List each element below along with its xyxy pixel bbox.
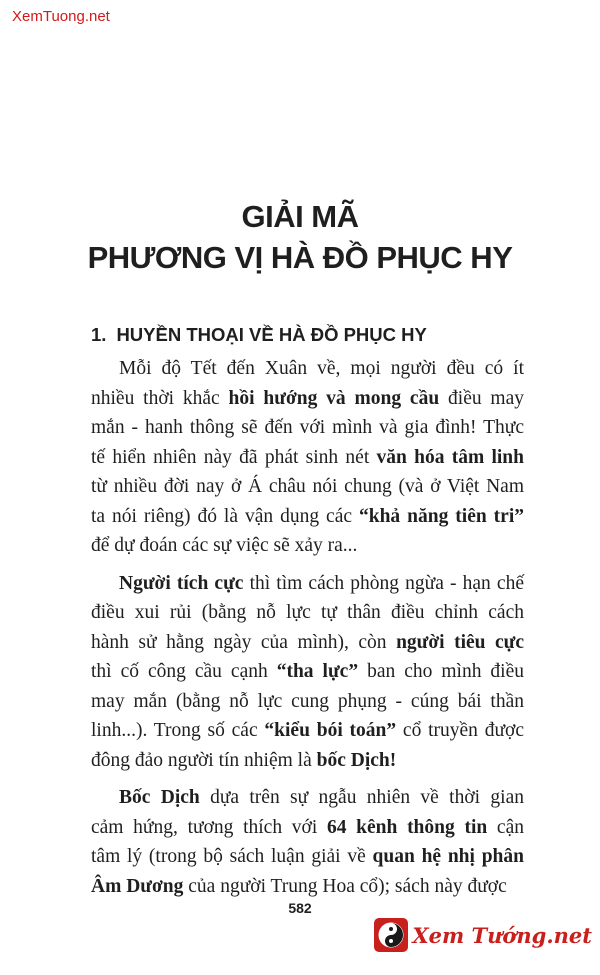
text-run: điều may bbox=[439, 387, 525, 409]
bold-text: người tiêu cực bbox=[396, 631, 525, 653]
text-run: ban cho mình điều bbox=[358, 661, 525, 682]
text-run: tâm lý (trong bộ sách luận giải về bbox=[91, 846, 373, 867]
text-run: từ nhiều đời nay ở Á châu nói chung (và ở Việt Nam bbox=[91, 476, 524, 497]
bold-text: văn hóa tâm linh bbox=[376, 446, 524, 468]
bold-text: hồi hướng và mong cầu bbox=[228, 387, 440, 409]
bold-text: quan hệ nhị phân bbox=[372, 846, 524, 867]
section-number: 1. bbox=[91, 324, 107, 345]
text-line bbox=[91, 716, 524, 746]
text-line bbox=[91, 813, 524, 843]
bold-text: “kiểu bói toán” bbox=[264, 720, 397, 741]
text-run: cảm hứng, tương thích với bbox=[91, 816, 327, 838]
text-run: linh...). Trong số các bbox=[91, 720, 265, 741]
text-run: mắn - hanh thông sẽ đến với mình và gia đình! Thực bbox=[91, 417, 524, 438]
text-line bbox=[91, 657, 524, 687]
text-line bbox=[91, 783, 524, 813]
text-line bbox=[91, 569, 524, 599]
body-text bbox=[91, 354, 524, 909]
text-run: của người Trung Hoa cổ); sách này được bbox=[183, 875, 507, 897]
text-run: đông đảo người tín nhiệm là bbox=[91, 749, 317, 771]
text-run: thì tìm cách phòng ngừa - hạn chế bbox=[243, 572, 524, 594]
text-run: nhiều thời khắc bbox=[91, 387, 229, 409]
paragraph bbox=[91, 783, 524, 901]
text-run: để dự đoán các sự việc sẽ xảy ra... bbox=[91, 535, 358, 556]
text-run: dựa trên sự ngẫu nhiên về thời gian bbox=[199, 787, 524, 808]
text-line bbox=[91, 628, 524, 658]
text-run: cận bbox=[487, 816, 524, 838]
text-line bbox=[91, 354, 524, 384]
text-run: tế hiển nhiên này đã phát sinh nét bbox=[91, 446, 377, 468]
section-title: HUYỀN THOẠI VỀ HÀ ĐỒ PHỤC HY bbox=[116, 324, 427, 345]
text-line bbox=[91, 472, 524, 502]
text-line bbox=[91, 443, 524, 473]
bold-text: 64 kênh thông tin bbox=[326, 816, 488, 838]
logo-text: Xem Tướng.net bbox=[412, 922, 592, 948]
text-run: hành sử hằng ngày của mình), còn bbox=[91, 631, 397, 653]
site-logo bbox=[374, 918, 592, 952]
text-line bbox=[91, 531, 524, 561]
text-line bbox=[91, 746, 524, 776]
bold-text: Bốc Dịch bbox=[119, 787, 200, 808]
text-line bbox=[91, 872, 524, 902]
text-line bbox=[91, 384, 524, 414]
text-run: Mỗi độ Tết đến Xuân về, mọi người đều có ít bbox=[119, 358, 524, 379]
yin-yang-icon bbox=[374, 918, 408, 952]
text-line bbox=[91, 598, 524, 628]
paragraph bbox=[91, 569, 524, 776]
section-heading bbox=[91, 324, 427, 346]
bold-text: Âm Dương bbox=[91, 875, 184, 897]
text-line bbox=[91, 687, 524, 717]
text-run: điều xui rủi (bằng nỗ lực tự thân điều chỉnh cách bbox=[91, 602, 524, 623]
text-run: may mắn (bằng nỗ lực cung phụng - cúng bái thần bbox=[91, 690, 524, 712]
paragraph bbox=[91, 354, 524, 561]
text-run: cổ truyền được bbox=[396, 720, 525, 741]
text-run: ta nói riêng) đó là vận dụng các bbox=[91, 505, 359, 527]
bold-text: “tha lực” bbox=[276, 661, 359, 682]
chapter-title-line-1: GIẢI MÃ bbox=[241, 199, 359, 234]
bold-text: “khả năng tiên tri” bbox=[358, 505, 524, 527]
text-line bbox=[91, 842, 524, 872]
text-line bbox=[91, 502, 524, 532]
chapter-title bbox=[0, 196, 600, 278]
bold-text: bốc Dịch! bbox=[316, 749, 397, 771]
site-watermark: XemTuong.net bbox=[12, 8, 110, 25]
page-number: 582 bbox=[288, 900, 312, 916]
text-run: thì cố công cầu cạnh bbox=[91, 661, 277, 682]
bold-text: Người tích cực bbox=[119, 572, 244, 594]
chapter-title-line-2: PHƯƠNG VỊ HÀ ĐỒ PHỤC HY bbox=[87, 240, 513, 275]
text-line bbox=[91, 413, 524, 443]
